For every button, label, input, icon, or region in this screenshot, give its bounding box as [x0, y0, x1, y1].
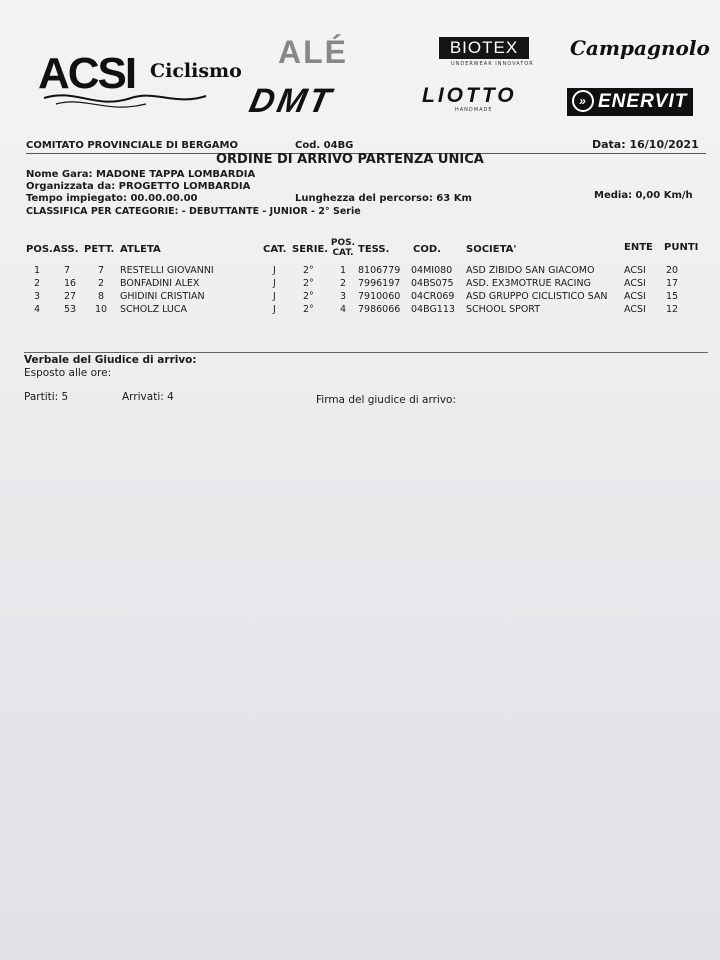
col-tess: TESS. — [358, 244, 390, 255]
cell-societa: ASD. EX3MOTRUE RACING — [466, 278, 591, 289]
cell-cat: J — [273, 304, 276, 315]
liotto-logo-tagline: HANDMADE — [455, 107, 493, 113]
cell-atleta: BONFADINI ALEX — [120, 278, 200, 289]
cell-serie: 2° — [303, 304, 314, 315]
cell-pett: 7 — [98, 265, 105, 276]
cell-ass: 53 — [64, 304, 77, 315]
col-serie: SERIE. — [292, 244, 329, 255]
cell-tess: 7910060 — [358, 291, 401, 302]
cell-pett: 10 — [95, 304, 108, 315]
committee-name: COMITATO PROVINCIALE DI BERGAMO — [26, 140, 238, 151]
cell-punti: 15 — [666, 291, 679, 302]
enervit-logo-text: ENERVIT — [598, 91, 688, 112]
cell-ente: ACSI — [624, 278, 646, 289]
biotex-logo: BIOTEX — [439, 37, 529, 59]
cell-poscat: 2 — [340, 278, 347, 289]
cell-cod: 04MI080 — [411, 265, 453, 276]
cell-pett: 2 — [98, 278, 105, 289]
svg-text:ACSI: ACSI — [38, 49, 136, 98]
cell-serie: 2° — [303, 265, 314, 276]
race-date: Data: 16/10/2021 — [592, 138, 699, 151]
col-punti: PUNTI — [664, 242, 699, 253]
cell-cat: J — [273, 278, 276, 289]
cell-pos: 3 — [34, 291, 41, 302]
cell-atleta: SCHOLZ LUCA — [120, 304, 188, 315]
col-cat: CAT. — [263, 244, 287, 255]
cell-ass: 27 — [64, 291, 77, 302]
organizer: Organizzata da: PROGETTO LOMBARDIA — [26, 181, 251, 192]
starters-count: Partiti: 5 — [24, 391, 69, 403]
cell-pos: 1 — [34, 265, 41, 276]
cell-societa: ASD ZIBIDO SAN GIACOMO — [466, 265, 595, 276]
cell-societa: ASD GRUPPO CICLISTICO SAN — [466, 291, 608, 302]
cell-poscat: 3 — [340, 291, 347, 302]
cell-ente: ACSI — [624, 304, 646, 315]
time-taken: Tempo impiegato: 00.00.00.00 — [26, 193, 198, 204]
cell-ente: ACSI — [624, 265, 646, 276]
exposed-time-label: Esposto alle ore: — [24, 367, 112, 379]
cell-cat: J — [273, 291, 276, 302]
col-atleta: ATLETA — [120, 244, 161, 255]
biotex-logo-tagline: UNDERWEAR INNOVATOR — [451, 61, 534, 67]
judge-report-label: Verbale del Giudice di arrivo: — [24, 354, 197, 366]
classification: CLASSIFICA PER CATEGORIE: - DEBUTTANTE - JUNIOR - 2° Serie — [26, 206, 361, 217]
cell-atleta: GHIDINI CRISTIAN — [120, 291, 205, 302]
cell-punti: 17 — [666, 278, 679, 289]
col-societa: SOCIETA' — [466, 244, 517, 255]
col-ass: ASS. — [53, 244, 79, 255]
cell-cat: J — [273, 265, 276, 276]
cell-serie: 2° — [303, 278, 314, 289]
cell-serie: 2° — [303, 291, 314, 302]
campagnolo-logo: Campagnolo — [570, 36, 710, 60]
cell-pos: 4 — [34, 304, 41, 315]
enervit-e-icon: » — [572, 90, 594, 112]
acsi-logo-text: Ciclismo — [150, 60, 242, 82]
col-pett: PETT. — [84, 244, 115, 255]
cell-pett: 8 — [98, 291, 105, 302]
col-cod: COD. — [413, 244, 441, 255]
acsi-logo — [36, 48, 216, 116]
cell-tess: 8106779 — [358, 265, 401, 276]
document-title: ORDINE DI ARRIVO PARTENZA UNICA — [216, 152, 484, 167]
cell-cod: 04BS075 — [411, 278, 454, 289]
cell-tess: 7996197 — [358, 278, 401, 289]
liotto-logo: LIOTTO — [422, 84, 517, 107]
col-poscat: POS. CAT. — [330, 238, 356, 258]
cell-ente: ACSI — [624, 291, 646, 302]
dmt-logo: DMT — [246, 82, 337, 120]
race-name: Nome Gara: MADONE TAPPA LOMBARDIA — [26, 169, 256, 180]
cell-atleta: RESTELLI GIOVANNI — [120, 265, 214, 276]
col-pos: POS. — [26, 244, 53, 255]
judge-signature-label: Firma del giudice di arrivo: — [316, 394, 456, 406]
cell-punti: 12 — [666, 304, 679, 315]
cell-cod: 04CR069 — [411, 291, 455, 302]
cell-ass: 7 — [64, 265, 71, 276]
cell-poscat: 4 — [340, 304, 347, 315]
cell-ass: 16 — [64, 278, 77, 289]
footer-divider — [24, 352, 708, 353]
arrivals-count: Arrivati: 4 — [122, 391, 174, 403]
ale-logo: ALÉ — [278, 34, 348, 70]
course-length: Lunghezza del percorso: 63 Km — [295, 193, 472, 204]
cell-pos: 2 — [34, 278, 41, 289]
col-ente: ENTE — [624, 242, 653, 253]
cell-cod: 04BG113 — [411, 304, 455, 315]
cell-poscat: 1 — [340, 265, 347, 276]
average-speed: Media: 0,00 Km/h — [594, 190, 693, 201]
cell-punti: 20 — [666, 265, 679, 276]
cell-tess: 7986066 — [358, 304, 401, 315]
enervit-logo — [567, 88, 693, 116]
committee-code: Cod. 04BG — [295, 140, 354, 151]
cell-societa: SCHOOL SPORT — [466, 304, 541, 315]
